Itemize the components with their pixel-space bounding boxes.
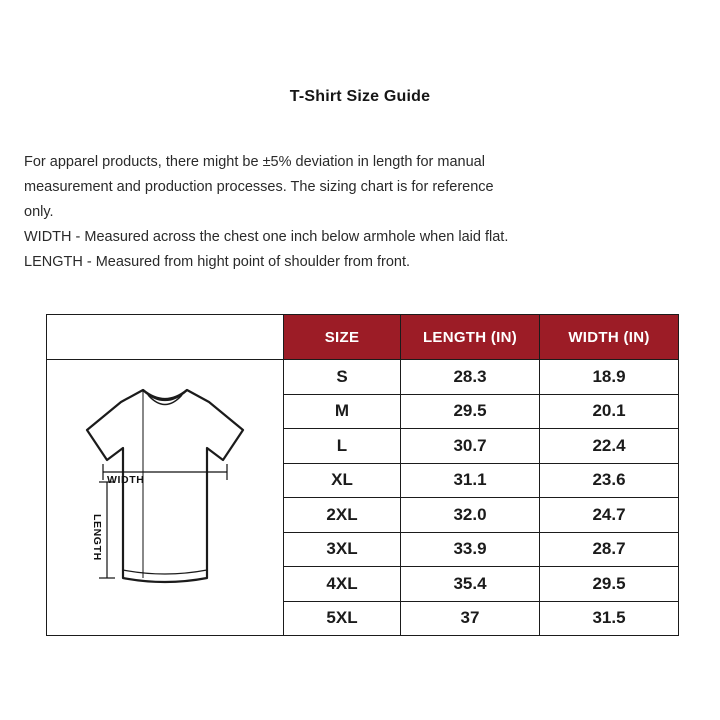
cell-size: L bbox=[284, 429, 401, 464]
intro-line-2: measurement and production processes. The sizing chart is for reference bbox=[24, 179, 494, 195]
cell-width: 23.6 bbox=[540, 463, 679, 498]
cell-length: 28.3 bbox=[401, 360, 540, 395]
cell-length: 35.4 bbox=[401, 567, 540, 602]
cell-width: 28.7 bbox=[540, 532, 679, 567]
tshirt-diagram bbox=[47, 364, 283, 632]
column-header-size: SIZE bbox=[284, 315, 401, 360]
column-header-length: LENGTH (IN) bbox=[401, 315, 540, 360]
cell-size: 4XL bbox=[284, 567, 401, 602]
cell-size: M bbox=[284, 394, 401, 429]
cell-width: 31.5 bbox=[540, 601, 679, 636]
cell-size: 3XL bbox=[284, 532, 401, 567]
page-title: T-Shirt Size Guide bbox=[289, 88, 431, 105]
cell-width: 24.7 bbox=[540, 498, 679, 533]
diagram-length-label: LENGTH bbox=[91, 513, 103, 561]
cell-length: 37 bbox=[401, 601, 540, 636]
cell-size: XL bbox=[284, 463, 401, 498]
cell-width: 20.1 bbox=[540, 394, 679, 429]
table-row bbox=[47, 360, 679, 395]
tshirt-icon bbox=[47, 364, 283, 632]
intro-line-1: For apparel products, there might be ±5% deviation in length for manual bbox=[24, 154, 485, 170]
cell-length: 29.5 bbox=[401, 394, 540, 429]
table-header-row bbox=[47, 315, 679, 360]
diagram-width-label: WIDTH bbox=[107, 473, 145, 486]
cell-length: 33.9 bbox=[401, 532, 540, 567]
size-chart bbox=[46, 314, 674, 636]
cell-size: 5XL bbox=[284, 601, 401, 636]
brand-header: T-SHIRT bbox=[47, 315, 284, 360]
column-header-width: WIDTH (IN) bbox=[540, 315, 679, 360]
cell-width: 22.4 bbox=[540, 429, 679, 464]
cell-size: 2XL bbox=[284, 498, 401, 533]
tshirt-diagram-cell bbox=[47, 360, 284, 636]
intro-line-3: only. bbox=[24, 204, 54, 220]
cell-width: 29.5 bbox=[540, 567, 679, 602]
cell-size: S bbox=[284, 360, 401, 395]
intro-line-5: LENGTH - Measured from hight point of shoulder from front. bbox=[24, 254, 411, 270]
intro-text bbox=[24, 150, 700, 275]
cell-length: 31.1 bbox=[401, 463, 540, 498]
intro-line-4: WIDTH - Measured across the chest one inch below armhole when laid flat. bbox=[24, 229, 509, 245]
cell-width: 18.9 bbox=[540, 360, 679, 395]
cell-length: 30.7 bbox=[401, 429, 540, 464]
size-table bbox=[46, 314, 679, 636]
cell-length: 32.0 bbox=[401, 498, 540, 533]
